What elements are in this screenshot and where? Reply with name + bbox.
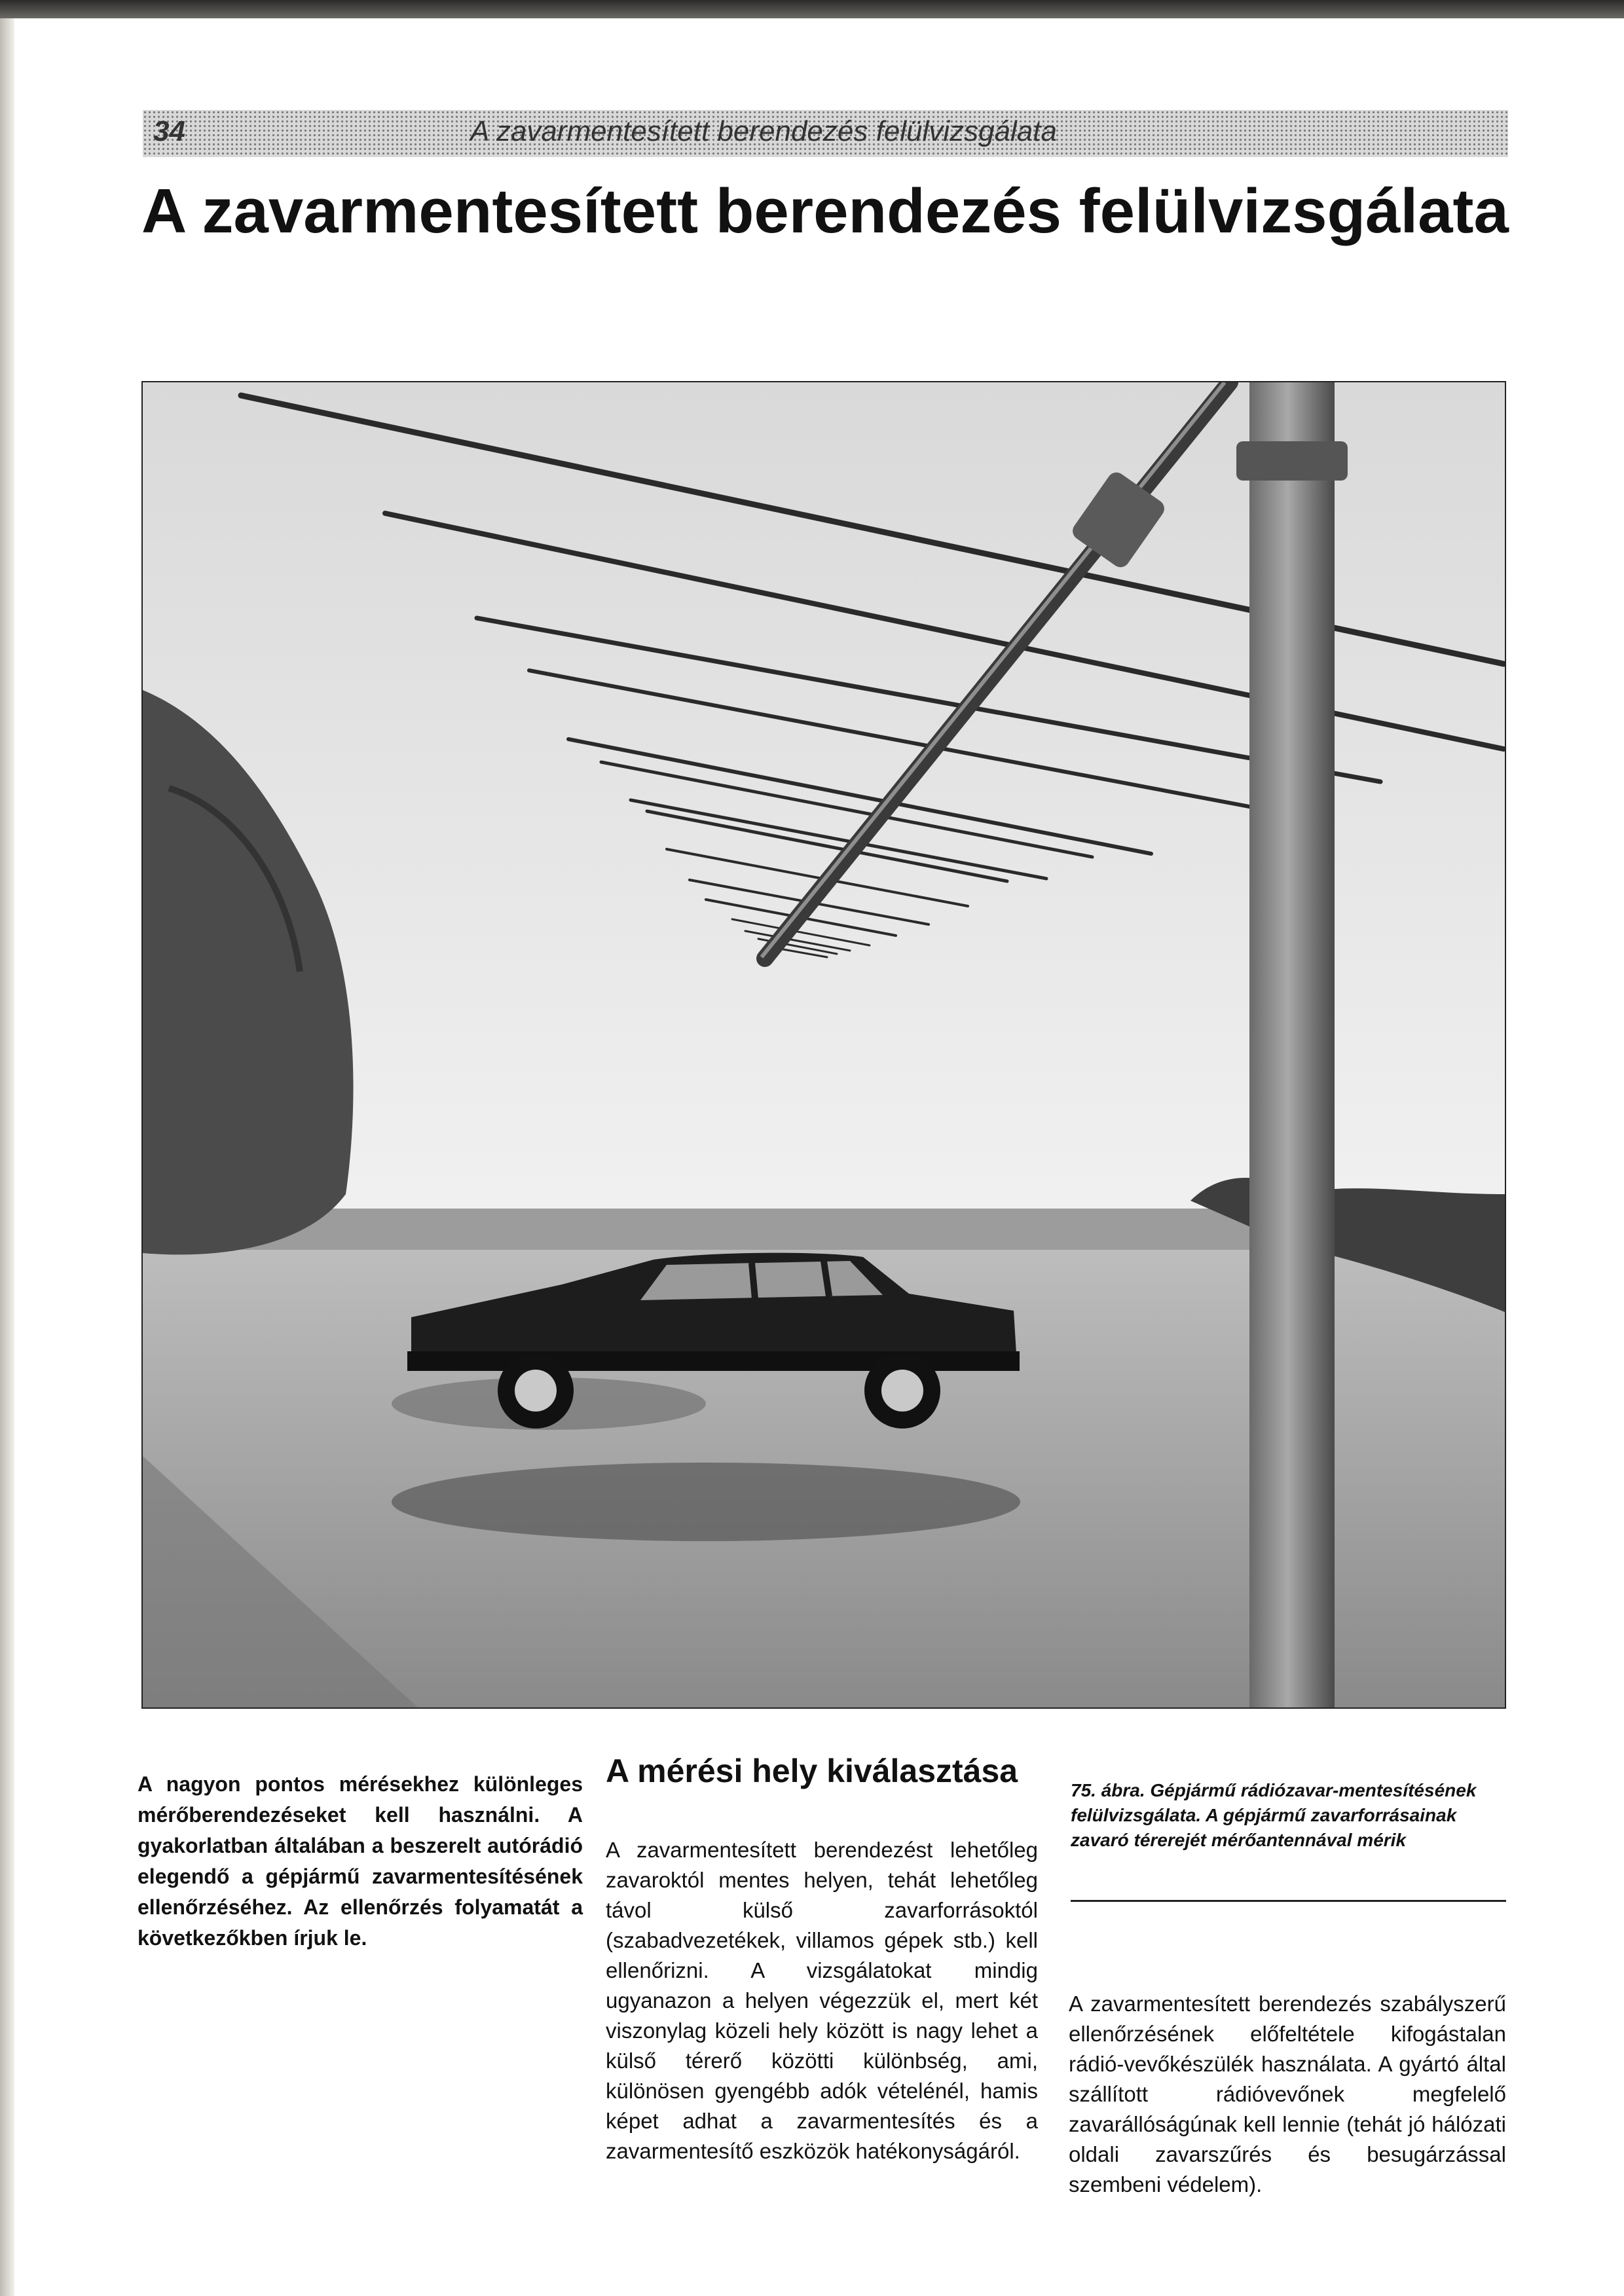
scan-left-edge	[0, 18, 14, 2296]
photo-icon	[143, 382, 1505, 1707]
scan-top-edge	[0, 0, 1624, 18]
figure-photo	[141, 381, 1506, 1709]
right-column-paragraph: A zavarmentesített berendezés szabályszerű ellenőrzésének előfeltétele kifogástalan rádió-vevőkészülék használata. A gyártó által szállított rádióvevőnek megfelelő zavarállóságúnak kell lennie (tehát jó hálózati oldali zavarszűrés és besugárzással szembeni védelem).	[1069, 1992, 1506, 2196]
section-heading: A mérési hely kiválasztása	[606, 1753, 1018, 1789]
running-title: A zavarmentesített berendezés felülvizsgálata	[470, 115, 1057, 147]
figure-caption: 75. ábra. Gépjármű rádiózavar-mentesítésének felülvizsgálata. A gépjármű zavarforrásainak zavaró térerejét mérőantennával mérik	[1071, 1780, 1477, 1850]
page-number: 34	[153, 115, 185, 147]
intro-paragraph: A nagyon pontos mérésekhez különleges mérőberendezéseket kell használni. A gyakorlatban általában a beszerelt autórádió elegendő a gépjármű zavarmentesítésének ellenőrzéséhez. Az ellenőrzés folyamatát a következőkben írjuk le.	[138, 1772, 583, 1950]
caption-divider	[1071, 1900, 1506, 1902]
page-title: A zavarmentesített berendezés felülvizsgálata	[141, 176, 1509, 246]
section-body: A zavarmentesített berendezést lehetőleg zavaroktól mentes helyen, tehát lehetőleg távol külső zavarforrásoktól (szabadvezetékek, villamos gépek stb.) kell ellenőrizni. A vizsgálatokat mindig ugyanazon a helyen végezzük el, mert két viszonylag közeli hely között is nagy lehet a külső térerő közötti különbség, ami, különösen gyengébb adók vételénél, hamis képet adhat a zavarmentesítés és a zavarmentesítő eszközök hatékonyságáról.	[606, 1838, 1038, 2163]
running-header	[143, 110, 1508, 157]
